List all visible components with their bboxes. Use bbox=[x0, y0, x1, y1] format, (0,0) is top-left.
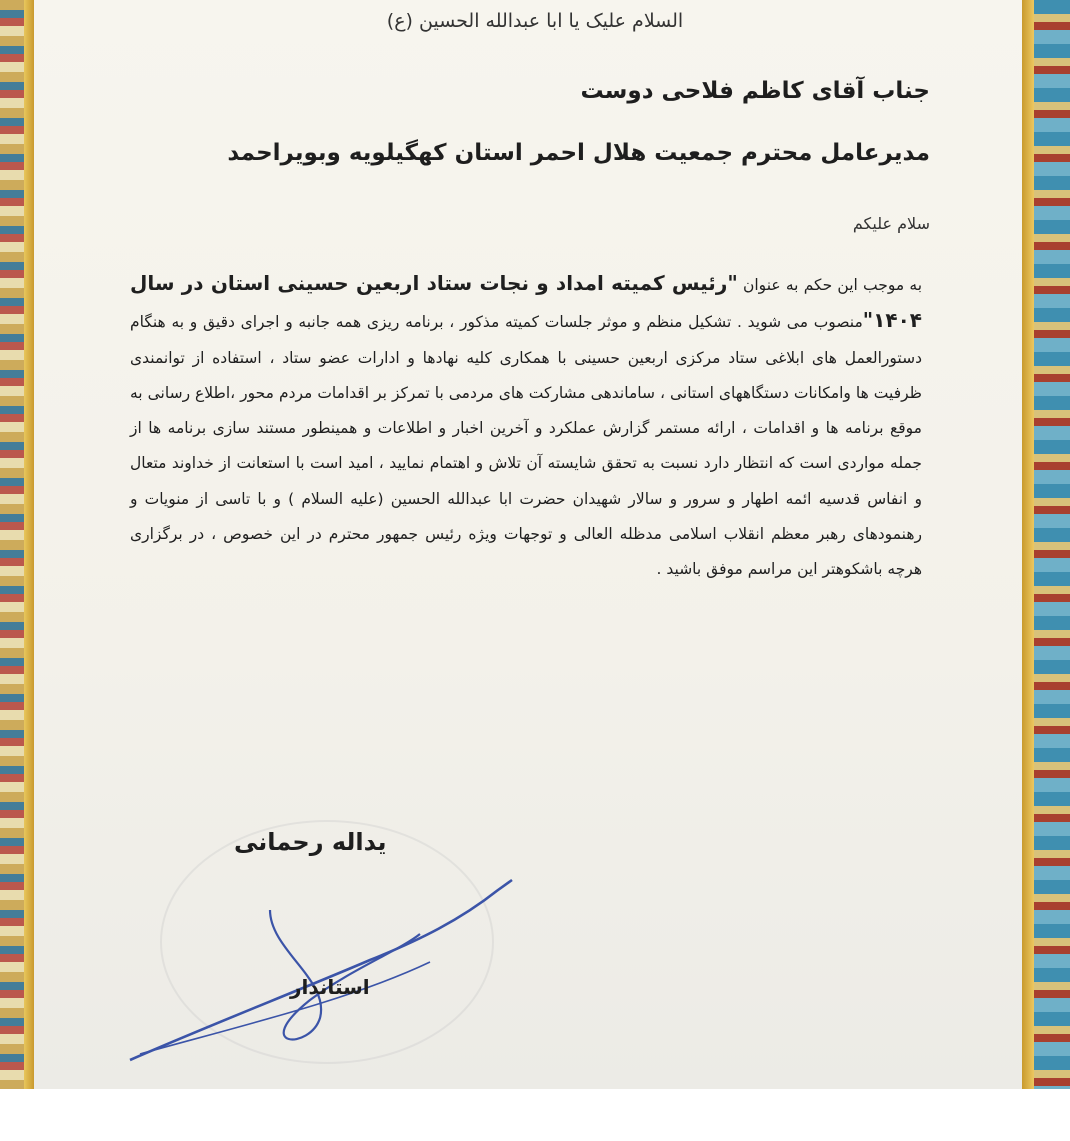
signatory-name: یداله رحمانی bbox=[234, 828, 387, 856]
signatory-title: استاندار bbox=[290, 975, 370, 999]
body-intro: به موجب این حکم به عنوان bbox=[737, 276, 923, 294]
letter-header: السلام علیک یا ابا عبدالله الحسین (ع) bbox=[386, 10, 684, 32]
gold-frame-right bbox=[1022, 0, 1034, 1090]
ornamental-border-right bbox=[1034, 0, 1070, 1090]
recipient-position: مدیرعامل محترم جمعیت هلال احمر استان کهگیلویه وبویراحمد bbox=[227, 140, 930, 166]
handwritten-signature bbox=[120, 850, 540, 1070]
ornamental-border-left bbox=[0, 0, 24, 1090]
gold-frame-left bbox=[24, 0, 34, 1090]
recipient-name: جناب آقای کاظم فلاحی دوست bbox=[580, 78, 930, 104]
letter-body bbox=[130, 266, 922, 588]
body-text: منصوب می شوید . تشکیل منظم و موثر جلسات کمیته مذکور ، برنامه ریزی همه جانبه و اجرای دقیق و به هنگام دستورالعمل های ابلاغی ستاد مرکزی اربعین حسینی با همکاری کلیه نهادها و ادارات عضو ستاد ، استفاده از توانمندی ظرفیت ها وامکانات دستگاههای استانی ، ساماندهی مشارکت های مردمی با تمرکز بر اقدامات مردم محور ،اطلاع رسانی به موقع برنامه ها و اقدامات ، ارائه مستمر گزارش عملکرد و آخرین اخبار و اطلاعات و همینطور مستند سازی برنامه ها از جمله مواردی است که انتظار دارد نسبت به تحقق شایسته آن تلاش و اهتمام نمایید ، امید است با استعانت از خداوند متعال و انفاس قدسیه ائمه اطهار و سرور و سالار شهیدان حضرت ابا عبدالله الحسین (علیه السلام ) و با تاسی از منویات و رهنمودهای رهبر معظم انقلاب اسلامی مدظله العالی و توجهات ویژه رئیس جمهور محترم در این خصوص ، در برگزاری هرچه باشکوهتر این مراسم موفق باشید . bbox=[130, 313, 922, 579]
appointment-title: "رئیس کمیته امداد و نجات ستاد اربعین حسینی استان در سال ۱۴۰۴" bbox=[130, 271, 922, 333]
greeting: سلام علیکم bbox=[852, 214, 930, 233]
bottom-margin bbox=[0, 1089, 1070, 1141]
